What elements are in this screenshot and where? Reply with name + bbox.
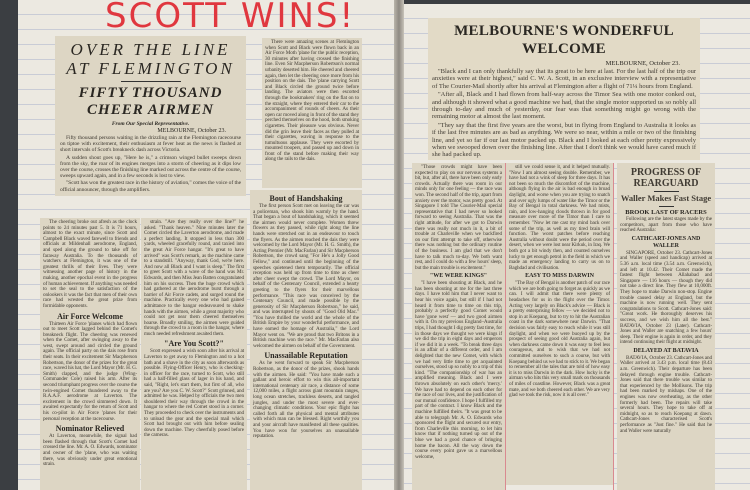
subhead: Nominator Relieved (55, 424, 125, 434)
subheadline: Waller Makes Fast Stage (620, 193, 712, 203)
interview-column-1 (412, 163, 505, 490)
lead-paragraph: A sudden shout goes up, "Here he is," a crimson winged bullet sweeps down from the sky, the roar of its engines merges into a storm of cheering as it dips low over the course, crosses the finishing line marked out across the centre of the course, sweeps upward again, and in a few seconds is lost to view. (60, 154, 241, 180)
divider (121, 81, 181, 82)
subhead: Bout of Handshaking (269, 194, 343, 203)
handwritten-title: SCOTT WINS! (105, 0, 356, 36)
column-text: Scott expressed a wish soon after his arrival at Laverton to get away to Flemington and to a hot bath and a shave in the city as soon afterwards as possible. Flying-Officer Henry, who is checking-in officer for the race, turned to Scott, who still had a half-filled glass of lager in his hand, and said, "Right, let's start them, but first of all, who are you? Are you C. W. Scott?" Scott grinned, and admitted he was. Helped by officials the two men shouldered their way through the crowd in the hangar to where the red Comet stood in a corner. They proceeded to check over the instruments and to unload the gear and the special mail which Scott had brought out with him before sealing down the machine. They cheerfully posed before the cameras. (144, 348, 244, 439)
left-clipping-header (55, 36, 246, 196)
paragraph: "After all, Black and I had flown from half-way across the Timor Sea with one motor conked out, and although it showed what a good machine we had, that the single motor supported us so nobly all through to-day and much of yesterday, our fear was that something might go wrong with the remaining motor at almost the last moment. (432, 91, 696, 121)
column-text: SINGAPORE, October 23. Cathcart-Jones and Waller (speed and handicap) arrived at 5.36 a.m. local time (3.54 a.m. Greenwich), and left at 10.42. Their Comet made the fastest flight between Allahabad and Singapore — 116 hours — though they did not take a direct line. They flew at 10,000ft. They hope to make Darwin non-stop. Engine trouble caused delay at England, but the machine is now running well. They sent congratulations to Scott. Cathcart-Jones said: "Great work. He thoroughly deserves his success, and we wish him all the best." BATAVIA, October 23 (Later). Cathcart-Jones and Waller are snatching a few hours' sleep. Their engine is again in order, and they intend continuing their flight at midnight. (620, 249, 712, 346)
dateline: MELBOURNE, October 23. (605, 60, 680, 67)
subhead: CATHCART-JONES AND WALLER (631, 235, 701, 249)
side-column-text: There were amazing scenes at Flemington when Scott and Black were flown back in an Air Force Moth 'plane for the public reception, 30 minutes after having crossed the finishing line. Even Sir Macpherson Robertson's normal urbanity deserted him. He cheered and cheered again, then let the cheering once more from his position on the dais. The 'plane carrying Scott and Black circled the ground twice before landing. The aviators were then escorted through the bookmakers' ring on the flat on to the straight, where they entered their car to the accompaniment of rounds of cheers. As their open car moved along in front of the stand they perched themselves on the hood, both smoking cigarettes. Their pleasure was obvious. Never did the grin leave their faces as they pulled at their cigarettes, waving in response to the tumultuous applause. They were escorted by mounted troopers, and passed up and down in front of the stand before making their way along the rails to the dais. (265, 39, 359, 163)
subhead: DELAYED AT BATAVIA (633, 347, 699, 354)
column-text: strain. "Are they really over the line?" he asked. "Thank heaven." Nine minutes later the Comet circled the Laverton aerodrome, and made a perfect landing. It stopped in less than 300 yards, wheeled gracefully round, and taxied into the great Air Force hangar. "It's great to have arrived" was Scott's remark, as the machine came to a standstill. "Anyway, thank God, we're here. And now all Black and I want is sleep." The first to greet Scott with a wave of the hand was Mr. Edwards, and then Miss Jean Batten congratulated him on his success. Then the huge crowd which had gathered at the aerodrome burst through a barrier of Air Force cadets, and surged round the machine. Practically every one who had gained admittance to the hangar endeavoured to shake hands with the airmen, while a great majority who could not get near them cheered themselves hoarse. Broadly smiling, the airmen were guided through the crowd to a room in the hangar, where much needed refreshment awaited them. (144, 219, 244, 337)
column-text: At Laverton, meanwhile, the signal had been flashed through that Scott's Comet had crossed the line. Mr. A. O. Edwards, nominator and owner of the 'plane, who was waiting there, was obviously under great emotional strain. (43, 433, 137, 468)
column-text: "The Bay of Bengal is another patch of our race which we are both going to forget as quickly as we can. I will admit that there were plenty of headaches for us in the flight over the Timor. Acting very largely on Black's advice — Black is a pretty enterprising fellow — we decided not to stop in at Koepang, but to try to hit the Australian coast in the dark somewhere near Darwin. "That decision was fairly easy to reach while it was still daylight, and when we were buoyed up by the prospect of seeing good old Australia again, but when darkness came down it was easy to feel less courageous, and to wish that we had not committed ourselves to such a course, but with Koepang behind us we had to stick to it. We began to remember all the tales that are told of how easy it is to miss Darwin in the dark. How lucky is the airman who hits this very small mark on thousands of miles of coastline. However, Black was a great mate, and we both cheered each other. We are very glad we took the risk, now it is all over." (509, 280, 610, 399)
paragraph: "They say that the first five years are the worst, but in flying from England to Australia it looks as if the last five minutes are as bad as anything. We were so near, within a mile or two of the finishing line, and yet so far if our last motor packed up. Black and I looked at each other pretty expressively when we swooped down over the finishing line. After that I don't think we would have cared much if she had packed up. (432, 121, 696, 159)
column-1 (40, 218, 140, 490)
column-text: The cheering broke out afresh as the clock points to 24 minutes past 5. It is 71 hours, almost to the exact minute, since Scott and Campbell Black waved farewell to friends and officials at Mildenhall aerodrome, England, and sped along the ground to take off for faraway Australia. To the thousands of watchers at Flemington, it was one of the greatest thrills of their lives. They were witnessing another page of history in the making, another epochal event in the progress of human achievement. If anything was needed to set the seal to the satisfaction of the onlookers it was the fact that men of their own race had wrested the great prize from formidable opponents. (43, 219, 137, 309)
headline: MELBOURNE'S WONDERFUL WELCOME (454, 23, 674, 57)
column-2 (141, 218, 247, 490)
column-text: The first person Scott met on leaving the car was a policeman, who shook him warmly by the hand. That began a bout of handshaking, which it seemed the airmen would never complete. Women threw flowers as they passed, while right along the line hands were stretched out in an endeavour to touch the flyers. As the airmen reached the dais they were welcomed by the Lord Mayor (Mr. H. G. Smith), the Acting Premier (Mr. MacFarlan) and Sir Macpherson Robertson, the crowd sang "For He's a Jolly Good Fellow," and continued until the beginning of the speeches quietened them temporarily. The official reception was held up from time to time as cheer after cheer swept the crowd. The Lord Mayor, on behalf of the Centenary Council, extended a hearty greeting to the flyers for their marvellous performance. "This race was conceived by the Centenary Council, and made possible by the generosity of Sir Macpherson Robertson," he said, and was interrupted by shouts of "Good Old Mac." "You have thrilled the world and the whole of the British Empire by your wonderful performance, and have earned the homage of Australia," the Lord Mayor went on. "We are proud that two Britons in a British machine won the race." Mr. MacFarlan also welcomed the airmen on behalf of the Government. (253, 203, 359, 349)
interview-column-2 (506, 163, 613, 485)
subhead: Air Force Welcome (57, 311, 123, 321)
column-text: "I have been shouting at Black, and he has been shouting at me for the last three days. I have told him that I never want to hear his voice again, but still if I had not heard it from time to time on this trip, probably a perfectly good Comet would have 'gone west' — and two good airmen with it. On my previous England–Australia trips, I had thought I dig pretty fast time, for in those days we thought we were kings if we did the trip in eight days and emperors if we did it in a week. "To break three days is an affair of a different order, and I am delighted that the new Comet, with which we had very little time to get acquainted ourselves, stood up so nobly to a trip of this kind. "The companionship of war has an amplified meaning. Black and I were thrown absolutely on each other's 'mercy.' We have had to depend on each other for the race of our lives, and the justification of our mutual confidence. I hope I fulfilled my part of the contract. I know Black and the machine fulfilled theirs. "It was great to be able to telegraph Mr. A. O. Edwards who sponsored the flight and secured our entry, from Charleville this morning, to let him know that if nothing turned up out of the blue we had a good chance of bringing home the bacon. All the way down the course every point gave us a marvellous welcome, (415, 280, 502, 460)
paragraph: "Black and I can only thankfully say that its great to be here at last. For the last half of the trip our anxieties were at their highest," said C. W. A. Scott, in an exclusive interview with a representative of The Courier-Mail shortly after his arrival at Flemington after a flight of 71¼ hours from England. (432, 68, 696, 90)
column-text: BATAVIA, October 23. Cathcart-Jones and Waller arrived at 3.43 p.m. local time (8.43 a.m. Greenwich). Their departure has been delayed through engine trouble. Cathcart-Jones said that there trouble was similar to that experienced by the Mollisons. The trip had been marked by mishaps. One of the engines was now overheating, as the other formerly had been. The repairs will take several hours. They hope to take off at midnight, so as to reach Koepang at dawn. Cathcart-Jones characterised Scott's performance as "Just fine." He said that he and Waller were naturally (620, 354, 712, 434)
melbourne-welcome-clipping (428, 18, 700, 160)
intro-text: Following are the latest stages made by the competitors, apart from those who have reached Australia: (620, 216, 712, 234)
divider (659, 206, 674, 207)
lead-paragraph: Fifty thousand persons waiting in the drizzling rain at the Flemington racecourse on tiptoe with excitement, their enthusiasm at fever heat as the news is flashed at short intervals of Scott's breakneck dash across Victoria. (60, 135, 241, 154)
book-spine (394, 0, 404, 490)
column-text: Thirteen Air Force 'planes which had flown out to meet Scott lagged behind the Comet's breakneck flight. The cheering was renewed when the Comet, after swinging away to the west, swept around and circled the ground again. The official party on the dais rose from their seats. In their excitement Sir Macpherson Robertson, the donor of the prizes for the great race, waved his hat, the Lord Mayor (Mr. H. G. Smith) clapped, and the judge (Wing-Commander Cole) raised his arm. After its second triumphant progress over the course the twin-engined Comet thundered away to the R.A.A.F. aerodrome at Laverton. The excitement in the crowd simmered down. It awaited expectantly for the return of Scott and his co-pilot in Air Force 'planes for their personal reception at the racecourse. (43, 320, 137, 422)
subhead: Unassailable Reputation (264, 351, 348, 361)
subhead: EASY TO MISS DARWIN (525, 273, 594, 280)
rearguard-clipping (617, 163, 715, 490)
column-text: still we could sense it, and it helped mutually. "Now I am almost seeing double. Remember, we have had not a wink of sleep for three days. It has not been so much the discomfort of the machine, although flying in the air is bad enough in broad daylight, and worse when you are trying to snatch and over ugly lumps of water like the Timor or the Bay of Bengal in total darkness. We had mists, rain, and low-hanging clouds thrown in for good measure over more of the Timor than I care to remember. "Now let me cast my mind back over some of the trip, as well as my tired brain will function. The worst patches before reaching Australia without doubt were the period over the desert, when we were lost near Kirkuk, in Iraq. We both got a bit windy then, and counted ourselves lucky to get enough petrol in the field in which we made an emergency landing to carry us on to Baghdad and civilisation. (509, 164, 610, 271)
column-3 (250, 190, 362, 490)
lead-paragraph: "Scott has won the greatest race in the history of aviation," comes the voice of the official announcer, through the amplifiers. (60, 180, 241, 193)
headline: PROGRESS OF REARGUARD (630, 167, 702, 189)
divider (654, 191, 679, 192)
column-text: As he went forward to speak Sir Macpherson Robertson, as the donor of the prizes, shook hands with the airmen. He said: "You have made such a gallant and heroic effort to win this all-important international centenary air race, a distance of some 12,000 miles, a flight across giant mountain ranges, long ocean stretches, trackless deserts, and tangled jungles, and under the most severe and ever-changing climatic conditions. Your epic flight has called forth all the physical and mental attributes with which man can be blessed. Right worthily you and your aircraft have manifested all these qualities. You have won for yourselves an unassailable reputation. (253, 360, 359, 440)
dateline: MELBOURNE, October 23. (157, 128, 226, 134)
headline: OVER THE LINE AT FLEMINGTON (66, 40, 235, 78)
subhead: BROOK LAST OF RACERS (625, 208, 707, 216)
side-column (262, 38, 362, 188)
subheadline: FIFTY THOUSAND CHEER AIRMEN (78, 85, 223, 118)
column-text: "Those crowds might have been expected to play on our nervous systems a bit, but, after all, there have been only early crowds. Actually there was room in our minds only for one feeling — the race was won. The second half of the trip, apart from anxiety over the motor, was pretty good. At Singapore I told The Courier-Mail special representative that I had never so looked forward to seeing Australia. That was the right attitude, for after we got to Darwin there was really not much in it, a bit of trouble at Charleville when we backfired on our first attempt to take off, otherwise there was nothing but the ordinary routine of the business. I am glad that we don't have to talk much to-day. We both want rest, and I could do with a few hours' sleep, but the main trouble is excitement." (415, 164, 502, 271)
subhead: "WE WERE KINGS" (429, 273, 488, 280)
subhead: "Are You Scott?" (164, 339, 224, 349)
byline: From Our Special Representative. (111, 121, 190, 127)
